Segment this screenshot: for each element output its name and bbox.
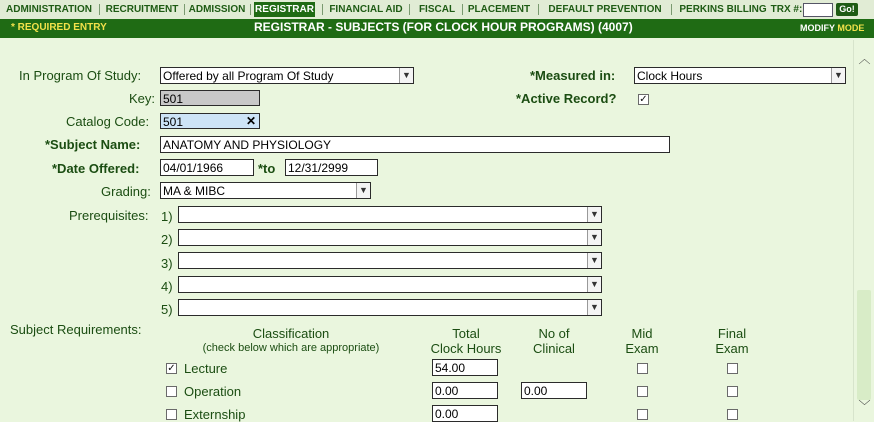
date-offered-label: *Date Offered:	[52, 161, 140, 176]
active-record-label: *Active Record?	[516, 91, 617, 106]
program-label: In Program Of Study:	[19, 68, 142, 83]
prereq-select-1[interactable]	[178, 206, 602, 223]
classification-subheader: (check below which are appropriate)	[202, 342, 380, 354]
clear-icon[interactable]: ✕	[245, 114, 256, 128]
measured-select-value: Clock Hours	[637, 69, 703, 83]
date-to-label: *to	[258, 161, 276, 176]
prereq-number: 4)	[161, 279, 173, 294]
externship-checkbox[interactable]	[166, 409, 177, 420]
nav-perkins-billing[interactable]: PERKINS BILLING	[679, 4, 767, 15]
catalog-code-label: Catalog Code:	[66, 114, 150, 129]
nav-administration[interactable]: ADMINISTRATION	[6, 4, 92, 15]
chevron-down-icon: ▼	[587, 207, 601, 222]
subject-name-label: *Subject Name:	[45, 137, 141, 152]
operation-clinical-field[interactable]: 0.00	[521, 382, 587, 399]
trx-label: TRX #:	[770, 4, 803, 15]
grading-select[interactable]	[160, 182, 371, 199]
prereq-select-4[interactable]	[178, 276, 602, 293]
lecture-mid-exam-checkbox[interactable]	[637, 363, 648, 374]
chevron-down-icon: ▼	[587, 230, 601, 245]
nav-registrar[interactable]: REGISTRAR	[255, 4, 314, 15]
clinical-header-2: Clinical	[533, 341, 575, 356]
subject-requirements-label: Subject Requirements:	[10, 322, 142, 337]
clinical-header: No of	[538, 326, 570, 341]
prerequisites-label: Prerequisites:	[69, 208, 149, 223]
operation-hours-field[interactable]: 0.00	[432, 382, 498, 399]
mid-exam-header: Mid	[631, 326, 653, 341]
program-select[interactable]	[160, 67, 414, 84]
mode-label: MODE	[837, 23, 865, 33]
measured-select[interactable]	[634, 67, 846, 84]
scroll-up-icon[interactable]: ︿	[858, 52, 871, 66]
externship-hours-field[interactable]: 0.00	[432, 405, 498, 422]
lecture-final-exam-checkbox[interactable]	[727, 363, 738, 374]
required-entry-note: * REQUIRED ENTRY	[11, 22, 107, 33]
mode-indicator	[800, 23, 864, 33]
prereq-number: 3)	[161, 256, 173, 271]
chevron-down-icon: ▼	[587, 300, 601, 315]
nav-admission[interactable]: ADMISSION	[188, 4, 246, 15]
chevron-down-icon: ▼	[399, 68, 413, 83]
total-hours-header-2: Clock Hours	[430, 341, 502, 356]
chevron-down-icon: ▼	[587, 253, 601, 268]
lecture-label: Lecture	[184, 361, 228, 376]
grading-select-value: MA & MIBC	[163, 184, 226, 198]
chevron-down-icon: ▼	[356, 183, 370, 198]
operation-checkbox[interactable]	[166, 386, 177, 397]
operation-final-exam-checkbox[interactable]	[727, 386, 738, 397]
prereq-select-3[interactable]	[178, 252, 602, 269]
program-select-value: Offered by all Program Of Study	[163, 69, 334, 83]
prereq-select-5[interactable]	[178, 299, 602, 316]
vertical-scrollbar[interactable]	[853, 40, 874, 421]
nav-default-prevention[interactable]: DEFAULT PREVENTION	[548, 4, 662, 15]
date-offered-from-field[interactable]: 04/01/1966	[160, 159, 254, 176]
date-offered-to-field[interactable]: 12/31/2999	[285, 159, 378, 176]
prereq-number: 5)	[161, 302, 173, 317]
nav-divider	[671, 4, 672, 15]
nav-fiscal[interactable]: FISCAL	[418, 4, 456, 15]
chevron-down-icon: ▼	[831, 68, 845, 83]
page-header	[0, 19, 874, 38]
final-exam-header: Final	[717, 326, 747, 341]
nav-divider	[462, 4, 463, 15]
catalog-code-value: 501	[163, 115, 184, 129]
key-field: 501	[160, 90, 260, 106]
nav-divider	[99, 4, 100, 15]
classification-header: Classification	[252, 326, 330, 341]
prereq-select-2[interactable]	[178, 229, 602, 246]
nav-recruitment[interactable]: RECRUITMENT	[105, 4, 179, 15]
nav-divider	[538, 4, 539, 15]
top-nav	[0, 0, 874, 20]
modify-label: MODIFY	[800, 23, 835, 33]
nav-divider	[409, 4, 410, 15]
subject-name-field[interactable]: ANATOMY AND PHYSIOLOGY	[160, 136, 670, 153]
externship-mid-exam-checkbox[interactable]	[637, 409, 648, 420]
total-hours-header: Total	[452, 326, 480, 341]
active-record-checkbox[interactable]: ✓	[639, 94, 648, 105]
nav-divider	[250, 4, 251, 15]
key-label: Key:	[129, 91, 156, 106]
go-button[interactable]: Go!	[836, 3, 858, 16]
nav-divider	[322, 4, 323, 15]
externship-final-exam-checkbox[interactable]	[727, 409, 738, 420]
operation-mid-exam-checkbox[interactable]	[637, 386, 648, 397]
grading-label: Grading:	[101, 184, 151, 199]
chevron-down-icon: ▼	[587, 277, 601, 292]
prereq-number: 1)	[161, 209, 173, 224]
mid-exam-header-2: Exam	[625, 341, 659, 356]
trx-input[interactable]	[803, 3, 833, 17]
nav-placement[interactable]: PLACEMENT	[467, 4, 531, 15]
lecture-hours-field[interactable]: 54.00	[432, 359, 498, 376]
prereq-number: 2)	[161, 232, 173, 247]
page-title: REGISTRAR - SUBJECTS (FOR CLOCK HOUR PROGRAMS) (4007)	[254, 20, 633, 34]
lecture-checkbox[interactable]: ✓	[167, 363, 176, 374]
externship-label: Externship	[184, 407, 246, 422]
scroll-down-icon[interactable]: ﹀	[858, 399, 871, 413]
nav-financial-aid[interactable]: FINANCIAL AID	[329, 4, 403, 15]
final-exam-header-2: Exam	[715, 341, 749, 356]
catalog-code-field[interactable]	[160, 113, 260, 129]
operation-label: Operation	[184, 384, 242, 399]
scroll-thumb[interactable]	[857, 290, 871, 400]
measured-label: *Measured in:	[530, 68, 616, 83]
nav-divider	[184, 4, 185, 15]
